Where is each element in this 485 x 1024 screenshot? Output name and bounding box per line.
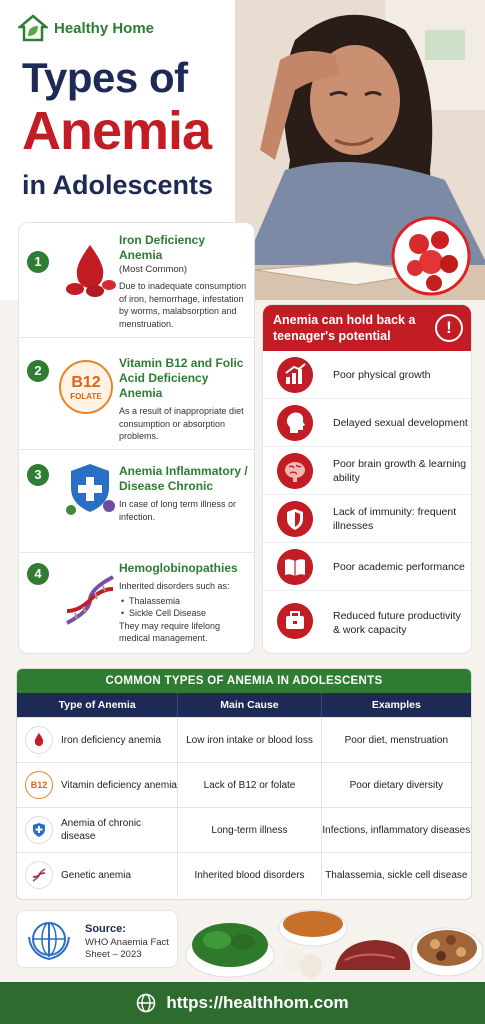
footer-link[interactable]: https://healthhom.com xyxy=(166,993,349,1012)
anemia-types-table xyxy=(16,668,472,900)
brain-icon xyxy=(277,453,313,489)
title-line-1: Types of xyxy=(22,54,188,101)
impact-label: Poor academic performance xyxy=(333,561,465,573)
who-logo-icon xyxy=(25,917,73,963)
cell-examples: Thalassemia, sickle cell disease xyxy=(325,869,468,881)
teen-headache-photo xyxy=(235,0,485,300)
header-type: Type of Anemia xyxy=(17,693,178,717)
type-name: Anemia Inflammatory / Disease Chronic xyxy=(119,464,248,493)
globe-icon xyxy=(136,993,156,1013)
table-row xyxy=(17,852,471,897)
growth-chart-icon xyxy=(277,357,313,393)
anemia-types-list xyxy=(18,222,255,654)
list-item xyxy=(19,338,255,450)
list-item xyxy=(19,450,255,553)
impact-item xyxy=(263,495,472,543)
number-badge: 3 xyxy=(27,464,49,486)
cell-cause: Long-term illness xyxy=(178,808,321,852)
header-examples: Examples xyxy=(371,699,421,711)
number-badge: 2 xyxy=(27,360,49,382)
blood-drop-icon xyxy=(25,726,53,754)
b12-icon xyxy=(25,771,53,799)
shield-virus-icon xyxy=(61,460,119,518)
cell-examples: Infections, inflammatory diseases xyxy=(322,824,471,836)
type-description: In case of long term illness or infection. xyxy=(119,499,237,522)
number-badge: 1 xyxy=(27,251,49,273)
b12-folate-icon xyxy=(59,360,113,414)
folate-text: FOLATE xyxy=(70,391,102,401)
brand-name: Healthy Home xyxy=(54,19,155,37)
cell-cause: Low iron intake or blood loss xyxy=(178,718,321,762)
header-cause: Main Cause xyxy=(178,693,321,717)
b12-text: B12 xyxy=(71,373,101,391)
b12-icon-text: B12 xyxy=(30,780,48,790)
impact-heading xyxy=(263,305,472,351)
type-subtitle: (Most Common) xyxy=(119,264,188,275)
shield-icon xyxy=(277,501,313,537)
type-note: They may require lifelong medical management. xyxy=(119,620,221,643)
impact-item xyxy=(263,543,472,591)
house-leaf-icon xyxy=(18,14,48,42)
impact-item xyxy=(263,399,472,447)
list-item xyxy=(19,223,255,338)
cell-cause: Inherited blood disorders xyxy=(178,853,321,897)
type-name: Vitamin B12 and Folic Acid Deficiency Anemia xyxy=(119,356,244,400)
iron-rich-food-photo xyxy=(185,900,485,980)
cell-type: Anemia of chronic disease xyxy=(61,818,142,842)
impact-label: Delayed sexual development xyxy=(333,417,468,429)
table-header xyxy=(17,693,471,717)
title-line-2: Anemia xyxy=(22,101,212,161)
title-line-3: in Adolescents xyxy=(22,170,214,200)
cell-type: Iron deficiency anemia xyxy=(61,734,162,746)
impact-heading-text: Anemia can hold back a teenager's potential xyxy=(273,313,416,343)
dna-icon xyxy=(25,861,53,889)
table-row xyxy=(17,762,471,807)
number-badge: 4 xyxy=(27,563,49,585)
source-label: Source: xyxy=(85,923,126,935)
impact-label: Reduced future productivity & work capacity xyxy=(333,610,461,636)
head-profile-icon xyxy=(277,405,313,441)
type-name: Iron Deficiency Anemia xyxy=(119,233,206,262)
cell-cause: Lack of B12 or folate xyxy=(178,763,321,807)
disorder-item: • Thalassemia xyxy=(119,595,250,608)
table-row xyxy=(17,717,471,762)
cell-type: Genetic anemia xyxy=(61,869,132,881)
type-name: Hemoglobinopathies xyxy=(119,561,238,575)
type-description xyxy=(119,580,250,645)
book-icon xyxy=(277,549,313,585)
disorder-list xyxy=(119,595,250,620)
dna-icon xyxy=(61,571,119,629)
impact-item xyxy=(263,447,472,495)
footer xyxy=(0,982,485,1024)
table-title: COMMON TYPES OF ANEMIA IN ADOLESCENTS xyxy=(17,669,471,693)
table-row xyxy=(17,807,471,852)
disorder-item: • Sickle Cell Disease xyxy=(119,607,250,620)
impact-item xyxy=(263,351,472,399)
type-description: Due to inadequate consumption of iron, hemorrhage, infestation by worms, malabsorption and menstruation. xyxy=(119,281,247,329)
source-text: WHO Anaemia Fact Sheet – 2023 xyxy=(85,937,169,960)
impact-label: Poor brain growth & learning ability xyxy=(333,458,467,484)
list-item xyxy=(19,553,255,654)
briefcase-icon xyxy=(277,603,313,639)
impact-label: Lack of immunity: frequent illnesses xyxy=(333,506,457,532)
impact-panel xyxy=(262,304,472,654)
exclamation-icon: ! xyxy=(435,314,463,342)
shield-cross-icon xyxy=(25,816,53,844)
type-description-intro: Inherited disorders such as: xyxy=(119,581,230,591)
cell-type: Vitamin deficiency anemia xyxy=(61,779,177,791)
cell-examples: Poor diet, menstruation xyxy=(344,734,449,746)
type-description: As a result of inappropriate diet consumption or absorption problems. xyxy=(119,406,244,441)
source-card xyxy=(16,910,178,968)
impact-label: Poor physical growth xyxy=(333,369,431,381)
blood-drop-icon xyxy=(61,241,119,299)
brand xyxy=(18,14,154,42)
cell-examples: Poor dietary diversity xyxy=(349,779,444,791)
impact-item xyxy=(263,591,472,654)
